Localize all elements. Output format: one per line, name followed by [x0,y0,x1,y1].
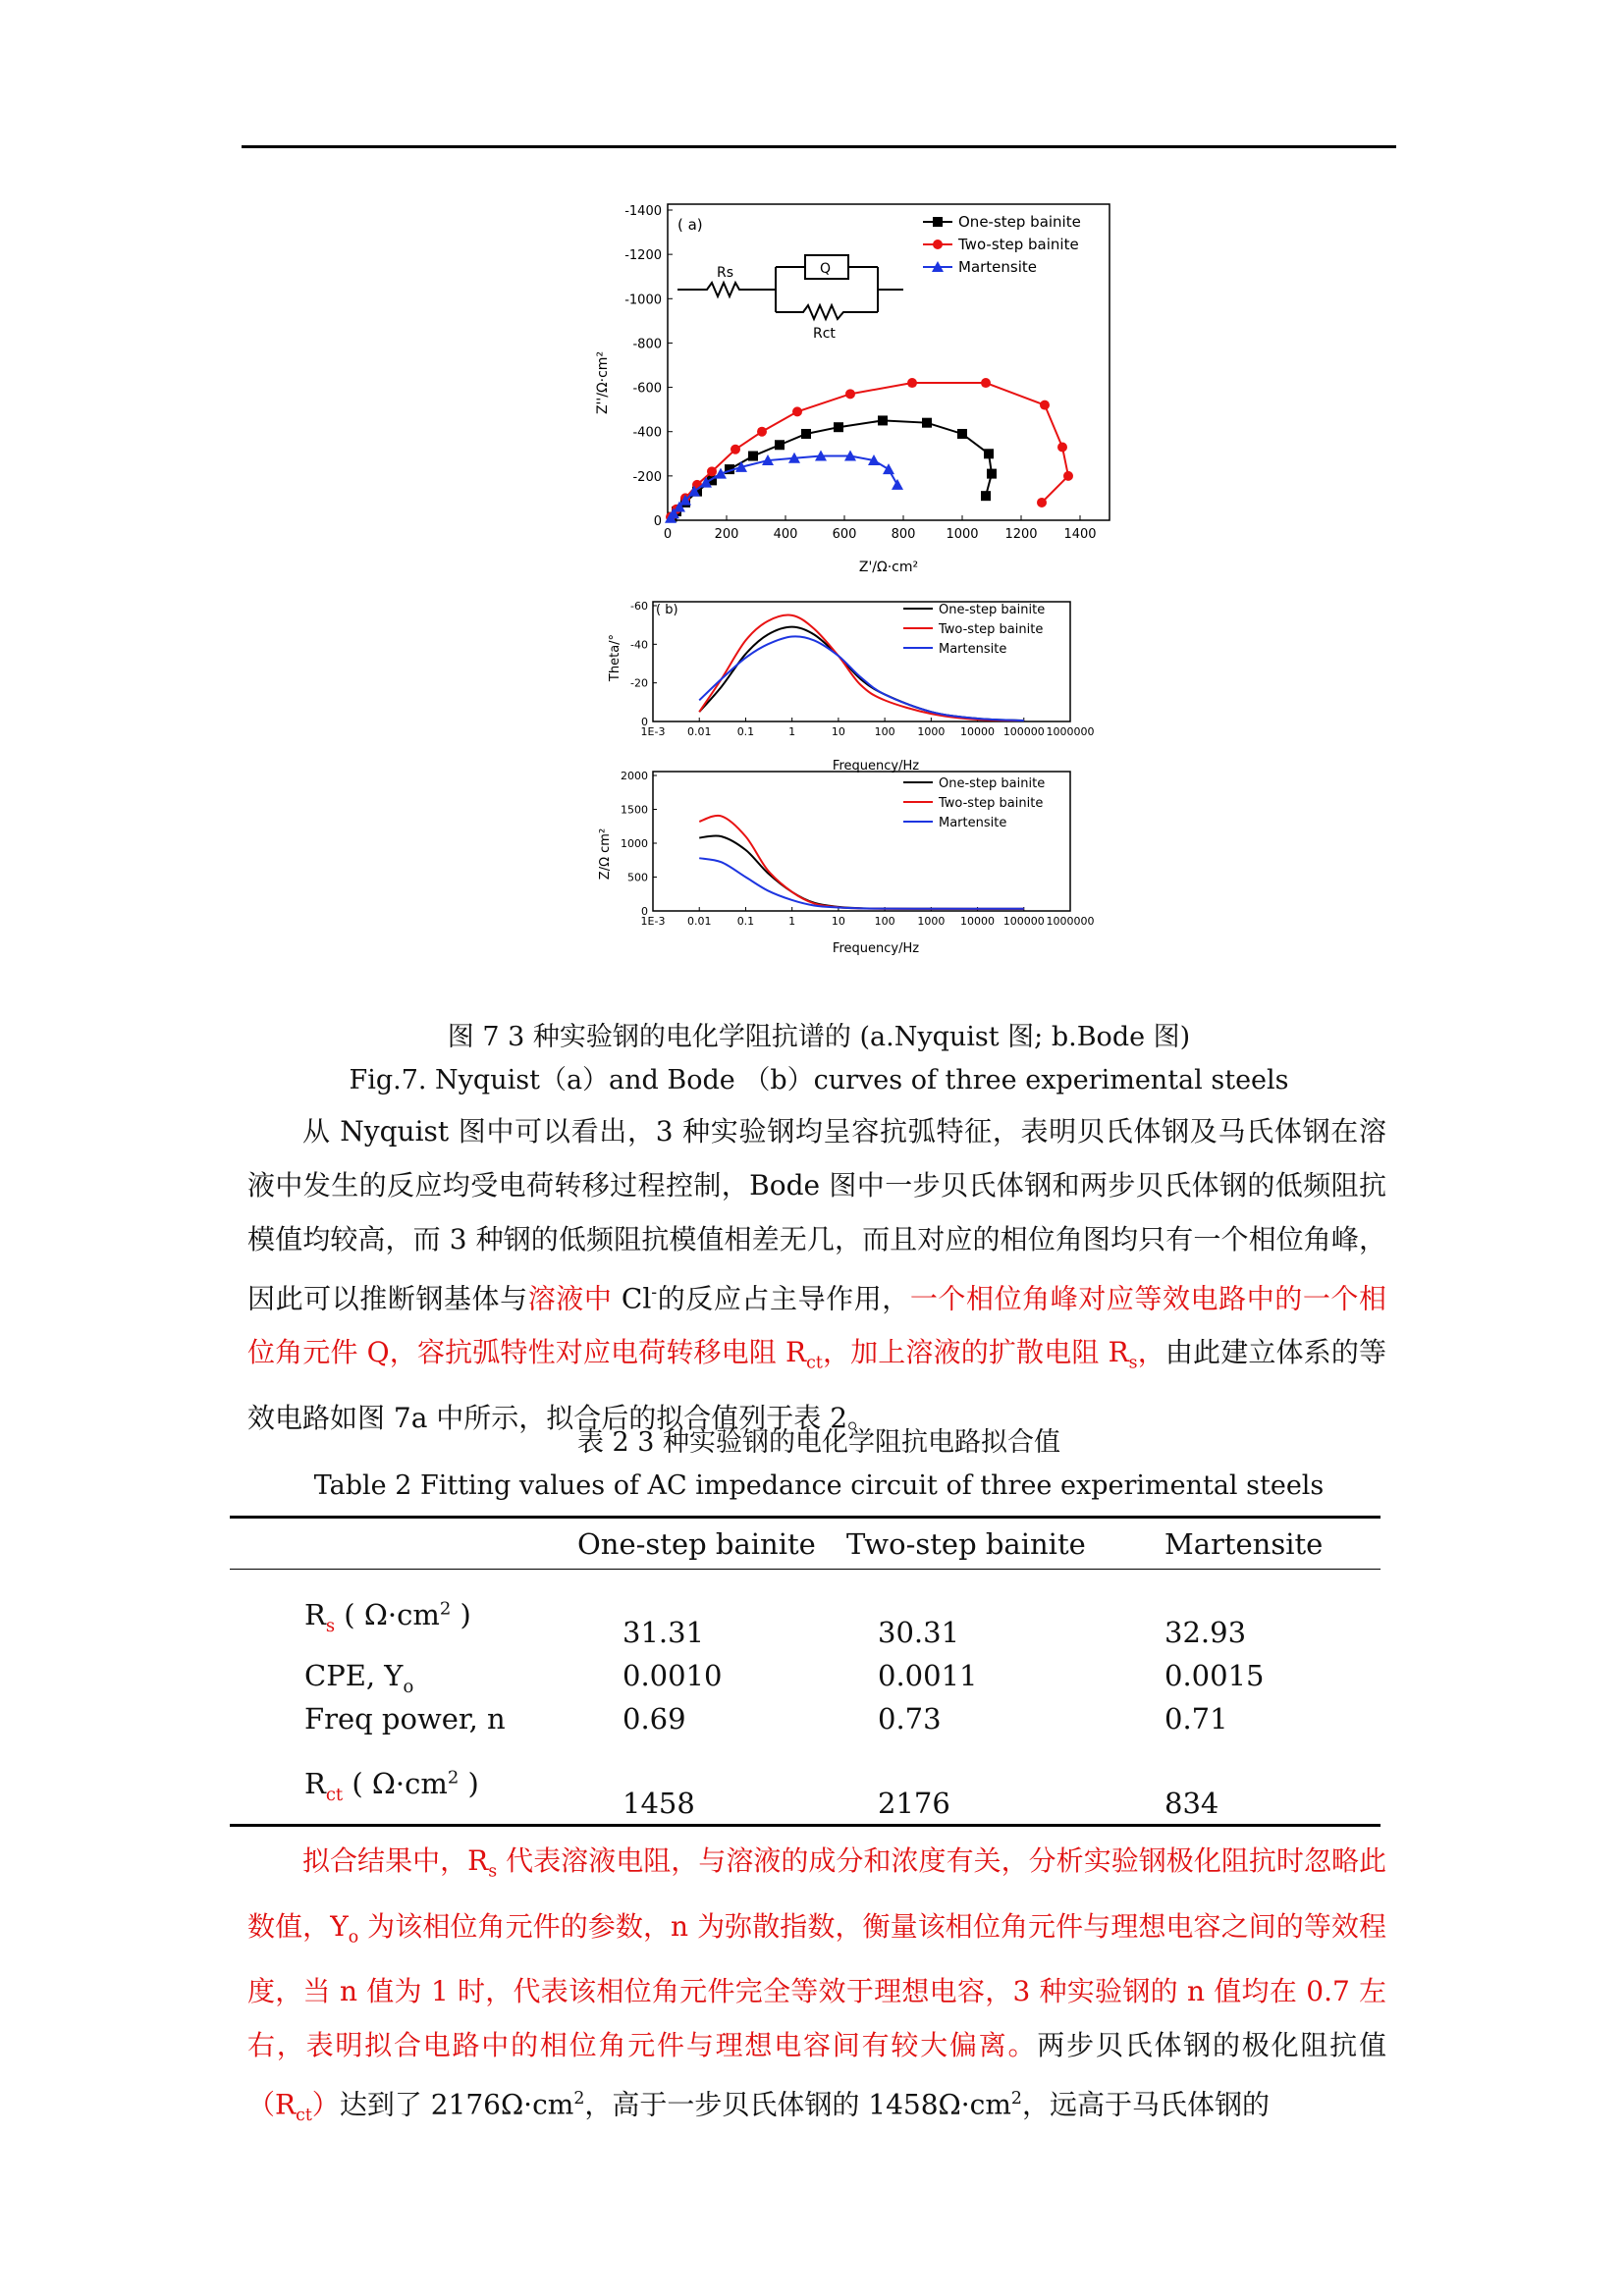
marker-square [981,491,991,501]
bode-modulus-xtick-label: 100 [874,915,895,928]
bode-modulus-xtick-label: 10 [831,915,845,928]
bode-phase-xtick-label: 1000000 [1046,725,1095,738]
figure-caption-en: Fig.7. Nyquist（a）and Bode （b）curves of three experimental steels [349,1065,1289,1095]
marker-circle [907,378,917,388]
marker-circle [933,240,943,249]
cell-rct-martensite: 834 [1164,1787,1219,1820]
col-header-one-step: One-step bainite [577,1527,816,1561]
row-label-rs: $R_s$ ( $\Omega\cdot cm^2$ ) [304,1598,471,1636]
cell-n-martensite: 0.71 [1164,1702,1228,1735]
legend-label-1: Two-step bainite [939,622,1044,637]
bode-modulus-ytick-label: 500 [627,871,648,884]
cell-n-one-step: 0.69 [623,1702,686,1735]
bode-modulus-series-0 [699,835,1024,908]
table-header-rule [230,1569,1380,1570]
marker-square [878,415,888,425]
nyquist-panel-label: ( a) [677,216,703,234]
marker-square [987,469,997,479]
nyquist-ytick-label: -400 [632,425,662,441]
bode-modulus-xtick-label: 1E-3 [640,915,666,928]
marker-circle [731,445,740,454]
marker-circle [1057,443,1067,453]
bode-modulus-ytick-label: 1000 [621,837,648,850]
marker-circle [1063,471,1073,481]
legend-label-0: One-step bainite [958,213,1081,231]
bode-phase-xtick-label: 100 [874,725,895,738]
bode-phase-xtick-label: 1000 [917,725,946,738]
nyquist-chart [579,196,1129,589]
bode-modulus-ylabel: Z/Ω cm² [598,828,613,881]
bode-phase-xtick-label: 0.1 [736,725,755,738]
bode-modulus-xlabel: Frequency/Hz [832,941,920,956]
bode-modulus-ytick-label: 1500 [621,803,648,817]
circuit-rct-label: Rct [813,326,836,342]
nyquist-xtick-label: 200 [714,527,739,542]
nyquist-xtick-label: 800 [891,527,916,542]
circuit-diagram [677,255,903,342]
nyquist-xtick-label: 1000 [946,527,979,542]
marker-circle [707,466,717,476]
nyquist-xtick-label: 400 [773,527,798,542]
marker-square [984,449,994,458]
marker-square [748,452,758,461]
table-caption-cn: 表 2 3 种实验钢的电化学阻抗电路拟合值 [576,1427,1061,1458]
table-bottom-rule [230,1824,1380,1827]
nyquist-ytick-label: 0 [653,514,662,529]
marker-triangle [892,479,903,490]
marker-circle [1040,400,1050,410]
marker-square [834,422,843,432]
paragraph-2: 拟合结果中，$R_s$ 代表溶液电阻，与溶液的成分和浓度有关，分析实验钢极化阻抗时忽略此数值，$Y_o$ 为该相位角元件的参数，n 为弥散指数，衡量该相位角元件与理想电容之间的等效程度，当 n 值为 1 时，代表该相位角元件完全等效于理想电容，3 种实验钢的 n 值均在 0.7 左右，表明拟合电路中的相位角元件与理想电容间有较大偏离。两步贝氏体钢的极化阻抗值$(R_{ct})$达到了 $2176\Omega\cdot cm^2$，高于一步贝氏体钢的 $1458\Omega\cdot cm^2$，远高于马氏体钢的 [247,1844,1386,2126]
bode-phase-panel-label: ( b) [656,603,678,617]
bode-modulus-ytick-label: 0 [641,905,648,918]
marker-circle [981,378,991,388]
nyquist-ytick-label: -200 [632,469,662,485]
bode-phase-xtick-label: 1E-3 [640,725,666,738]
marker-square [801,429,811,439]
cell-rct-two-step: 2176 [878,1787,950,1820]
nyquist-xtick-label: 1200 [1004,527,1038,542]
legend-label-2: Martensite [958,258,1038,276]
legend-label-1: Two-step bainite [939,796,1044,811]
bode-modulus-xtick-label: 0.01 [686,915,712,928]
bode-phase-xtick-label: 10000 [960,725,996,738]
bode-phase-ytick-label: -20 [630,676,648,690]
nyquist-ylabel: Z''/Ω·cm² [595,350,611,415]
legend-label-0: One-step bainite [939,776,1046,791]
paragraph-1: 从 Nyquist 图中可以看出，3 种实验钢均呈容抗弧特征，表明贝氏体钢及马氏体钢在溶液中发生的反应均受电荷转移过程控制，Bode 图中一步贝氏体钢和两步贝氏体钢的低频阻抗模值均较高，而 3 种钢的低频阻抗模值相差无几，而且对应的相位角图均只有一个相位角峰，因此可以推断钢基体与溶液中 Cl-的反应占主导作用，一个相位角峰对应等效电路中的一个相位角元件 Q，容抗弧特性对应电荷转移电阻 $R_{ct}$，加上溶液的扩散电阻 $R_s$，由此建立体系的等效电路如图 7a 中所示，拟合后的拟合值列于表 2。 [247,1115,1386,1434]
circuit-rs-label: Rs [717,265,734,281]
nyquist-xlabel: Z'/Ω·cm² [858,560,919,575]
row-label-n: Freq power, n [304,1702,506,1735]
figure-caption-cn: 图 7 3 种实验钢的电化学阻抗谱的 (a.Nyquist 图; b.Bode 图) [447,1022,1191,1052]
col-header-two-step: Two-step bainite [846,1527,1086,1561]
cell-cpe-one-step: 0.0010 [623,1659,723,1692]
nyquist-ytick-label: -1200 [624,248,662,264]
bode-phase-ytick-label: -60 [630,600,648,613]
bode-phase-ylabel: Theta/° [608,633,623,682]
bode-modulus-xtick-label: 10000 [960,915,996,928]
nyquist-ytick-label: -600 [632,381,662,397]
bode-phase-xtick-label: 100000 [1002,725,1045,738]
nyquist-ytick-label: -1000 [624,293,662,308]
row-label-rct: $R_{ct}$ ( $\Omega\cdot cm^2$ ) [304,1767,479,1805]
bode-phase-xtick-label: 1 [788,725,796,738]
table-top-rule [230,1516,1380,1519]
cell-rs-two-step: 30.31 [878,1616,960,1649]
cell-cpe-two-step: 0.0011 [878,1659,978,1692]
marker-circle [845,389,855,399]
nyquist-xtick-label: 1400 [1063,527,1097,542]
bode-phase-xtick-label: 10 [831,725,845,738]
bode-modulus-ytick-label: 2000 [621,770,648,782]
bode-modulus-xtick-label: 100000 [1002,915,1045,928]
cell-n-two-step: 0.73 [878,1702,942,1735]
cell-cpe-martensite: 0.0015 [1164,1659,1265,1692]
bode-modulus-series-2 [699,858,1024,909]
nyquist-xtick-label: 0 [663,527,673,542]
nyquist-series-line-1 [671,383,1068,517]
marker-square [775,440,785,450]
bode-modulus-xtick-label: 1000000 [1046,915,1095,928]
marker-square [933,217,943,227]
cell-rs-martensite: 32.93 [1164,1616,1247,1649]
bode-phase-ytick-label: -40 [630,638,648,652]
cell-rct-one-step: 1458 [623,1787,695,1820]
circuit-q-label: Q [820,261,832,277]
bode-modulus-xtick-label: 1 [788,915,796,928]
header-rule [242,145,1396,148]
bode-phase-chart [579,594,1129,774]
bode-modulus-xtick-label: 1000 [917,915,946,928]
bode-phase-ytick-label: 0 [641,716,648,728]
legend-label-2: Martensite [939,816,1007,830]
bode-phase-xtick-label: 0.01 [686,725,712,738]
bode-phase-frame [653,602,1070,721]
bode-modulus-xtick-label: 0.1 [736,915,755,928]
cell-rs-one-step: 31.31 [623,1616,705,1649]
bode-phase-series-0 [699,627,1024,721]
bode-phase-xlabel: Frequency/Hz [832,759,920,774]
marker-square [957,429,967,439]
nyquist-ytick-label: -1400 [624,204,662,219]
marker-triangle [883,463,894,474]
nyquist-ytick-label: -800 [632,337,662,352]
nyquist-xtick-label: 600 [832,527,857,542]
marker-square [922,418,932,428]
nyquist-series-line-0 [673,420,993,516]
marker-circle [792,406,802,416]
table-caption-en: Table 2 Fitting values of AC impedance circuit of three experimental steels [313,1470,1325,1501]
bode-modulus-chart [579,766,1129,962]
marker-circle [757,427,767,437]
marker-circle [1037,498,1047,507]
legend-label-2: Martensite [939,642,1007,657]
legend-label-1: Two-step bainite [958,236,1079,253]
legend-label-0: One-step bainite [939,603,1046,617]
row-label-cpe: CPE, $Y_o$ [304,1659,414,1697]
col-header-martensite: Martensite [1164,1527,1324,1561]
bode-modulus-frame [653,772,1070,911]
